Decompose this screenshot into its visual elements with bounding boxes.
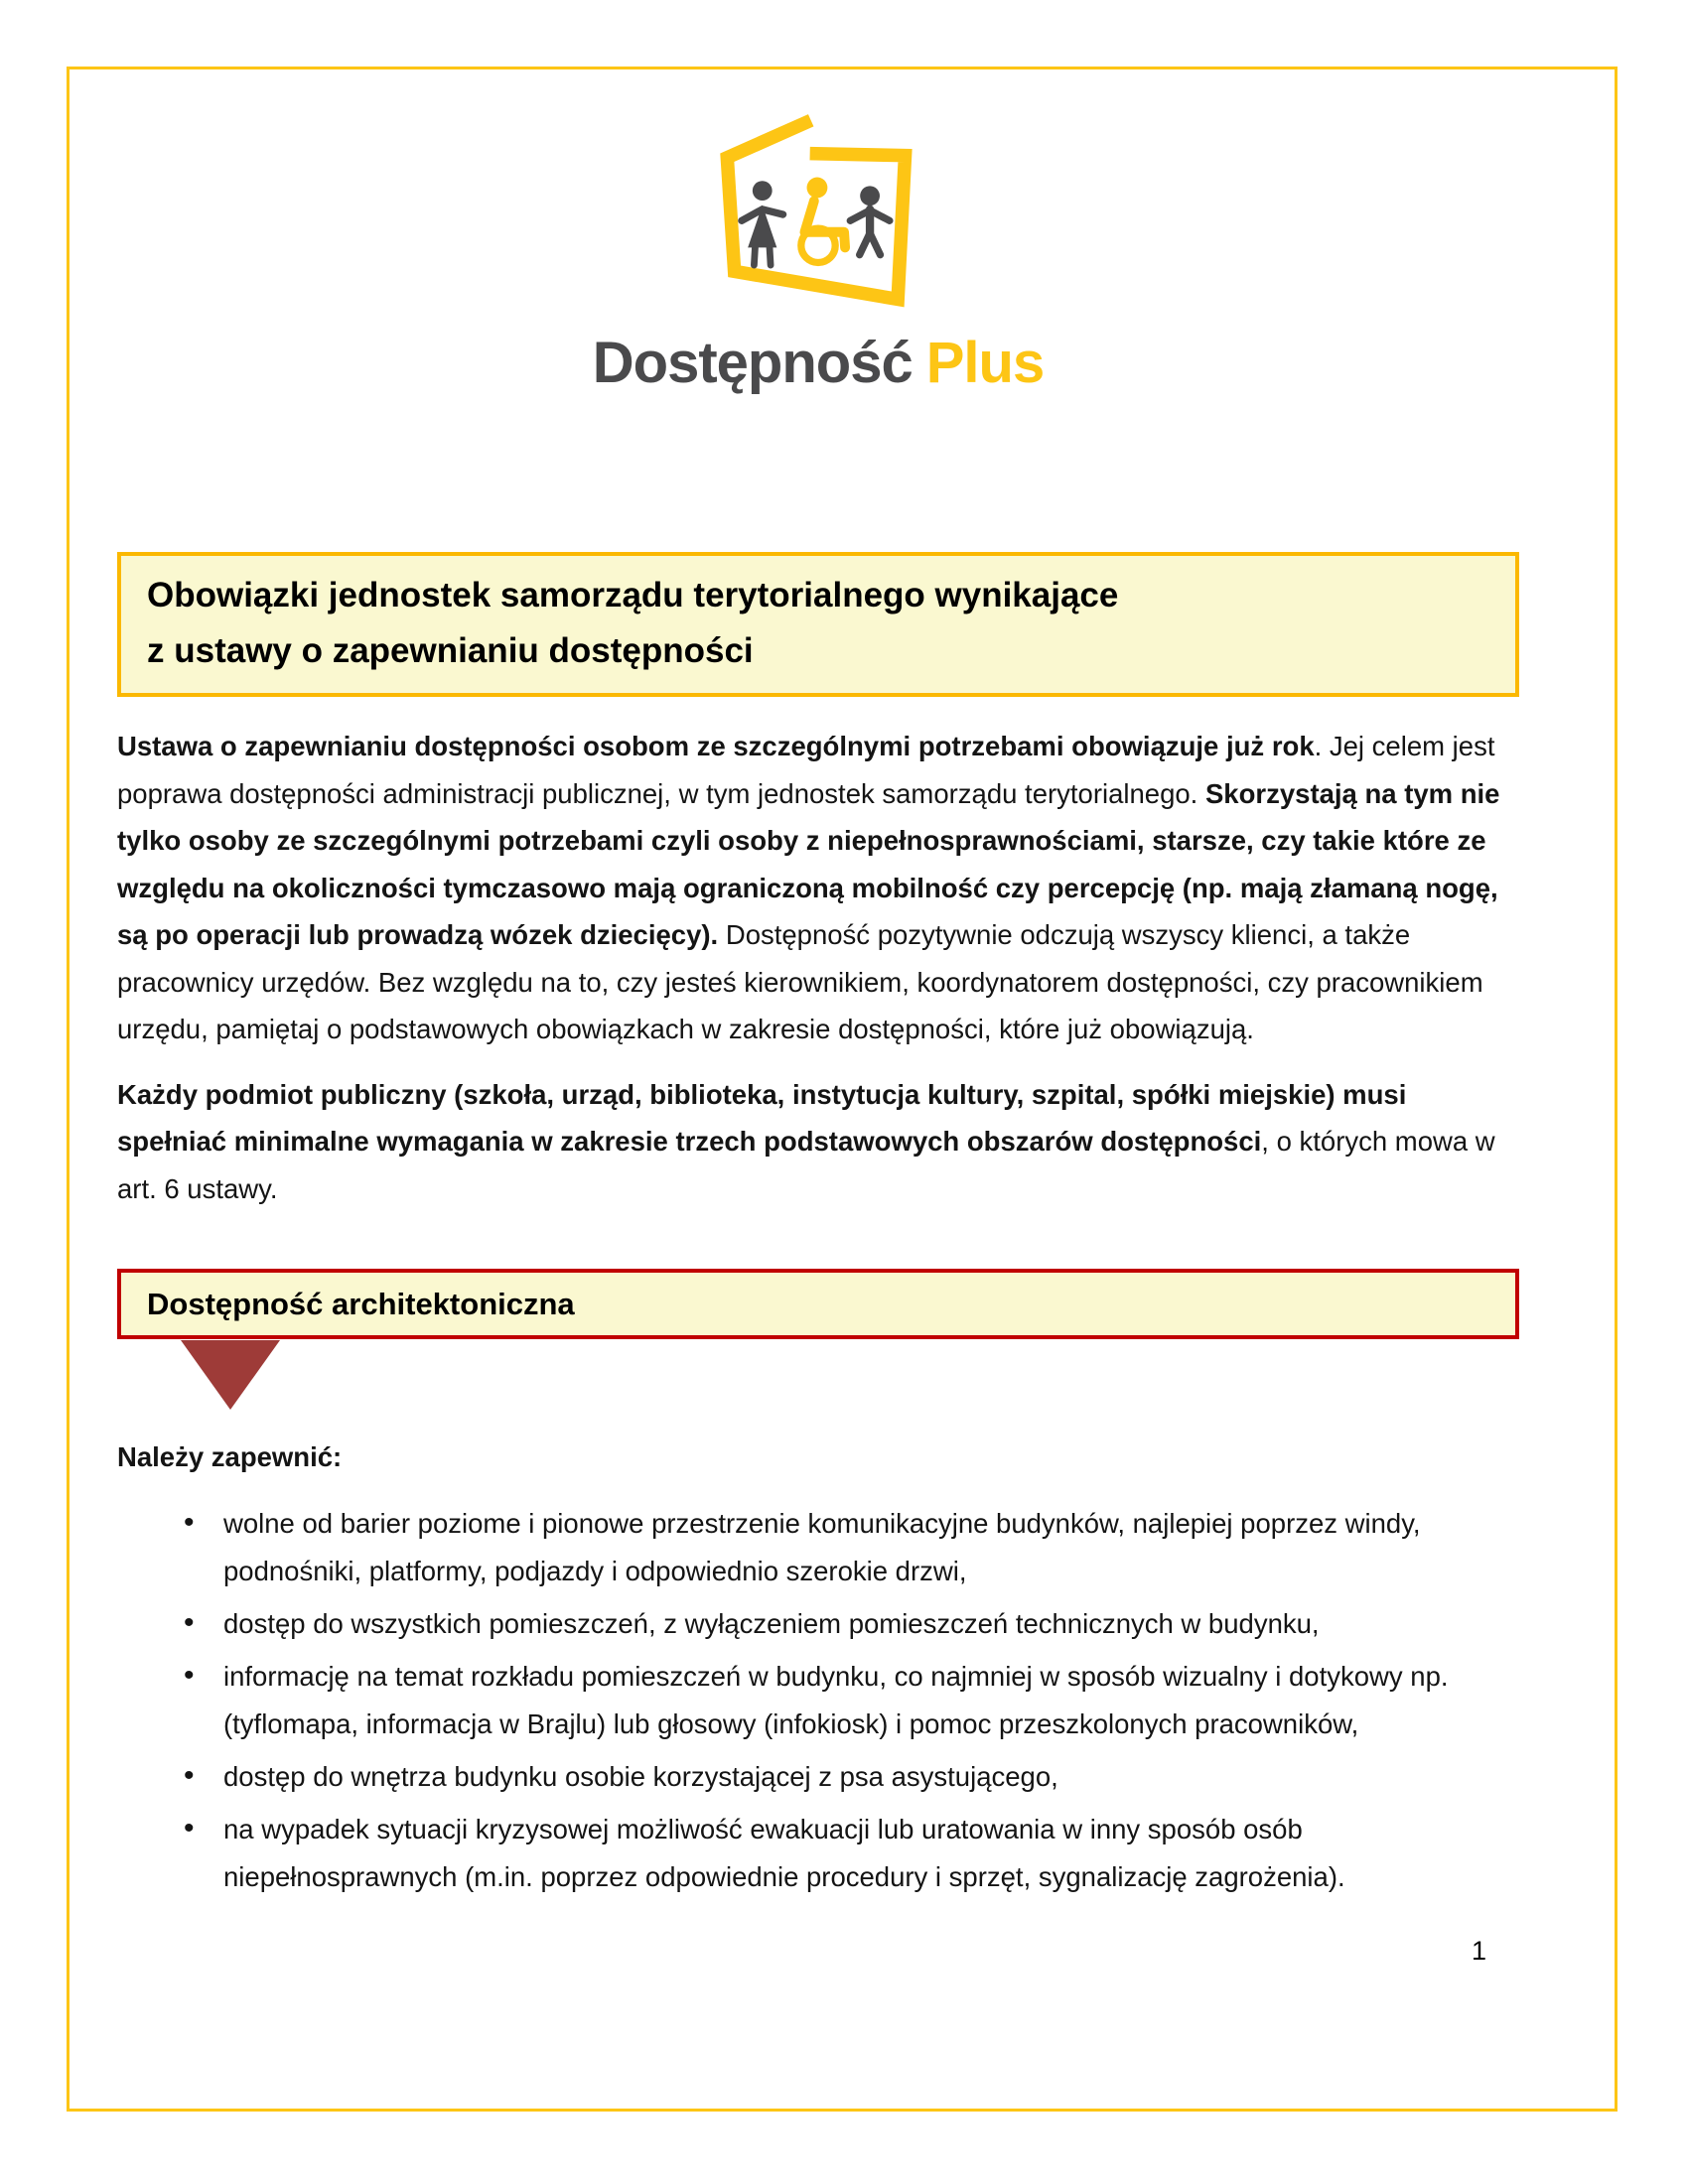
logo-wheelchair-figure (801, 178, 845, 263)
page-title-line-1: Obowiązki jednostek samorządu terytorialnego wynikające (147, 576, 1119, 614)
logo-girl-figure (742, 181, 783, 265)
logo-wordmark-plus: Plus (925, 331, 1045, 395)
page-content (117, 67, 1519, 1906)
paragraph-intro: Ustawa o zapewnianiu dostępności osobom ze szczególnymi potrzebami obowiązuje już rok. Jej celem jest poprawa dostępności administracji publicznej, w tym jednostek samorządu terytorialnego. Skorzystają na tym nie tylko osoby ze szczególnymi potrzebami czyli osoby z niepełnosprawnościami, starsze, czy takie które ze względu na okoliczności tymczasowo mają ograniczoną mobilność czy percepcję (np. mają złamaną nogę, są po operacji lub prowadzą wózek dziecięcy). Dostępność pozytywnie odczują wszyscy klienci, a także pracownicy urzędów. Bez względu na to, czy jesteś kierownikiem, koordynatorem dostępności, czy pracownikiem urzędu, pamiętaj o podstawowych obowiązkach w zakresie dostępności, które już obowiązują. (117, 731, 1500, 1044)
section-arrow-icon (181, 1340, 280, 1410)
list-intro: Należy zapewnić: (117, 1441, 343, 1472)
list-item: • dostęp do wszystkich pomieszczeń, z wyłączeniem pomieszczeń technicznych w budynku, (184, 1600, 1519, 1648)
logo (117, 67, 1519, 395)
section-header-box (117, 1269, 1519, 1339)
requirements-list (117, 1500, 1519, 1901)
dostepnosc-plus-logo-icon (720, 114, 916, 313)
paragraph-minimum-requirements: Każdy podmiot publiczny (szkoła, urząd, biblioteka, instytucja kultury, szpital, spółki miejskie) musi spełniać minimalne wymagania w zakresie trzech podstawowych obszarów dostępności, o których mowa w art. 6 ustawy. (117, 1078, 1495, 1204)
title-box (117, 552, 1519, 697)
page-number: 1 (1472, 1936, 1487, 1966)
section-title: Dostępność architektoniczna (147, 1287, 575, 1321)
list-item: • informację na temat rozkładu pomieszczeń w budynku, co najmniej w sposób wizualny i dotykowy np. (tyflomapa, informacja w Brajlu) lub głosowy (infokiosk) i pomoc przeszkolonych pracowników, (184, 1653, 1519, 1748)
list-item: • wolne od barier poziome i pionowe przestrzenie komunikacyjne budynków, najlepiej poprzez windy, podnośniki, platformy, podjazdy i odpowiednio szerokie drzwi, (184, 1500, 1519, 1595)
logo-boy-figure (850, 186, 890, 254)
page-title-line-2: z ustawy o zapewnianiu dostępności (147, 631, 754, 670)
list-item: • na wypadek sytuacji kryzysowej możliwość ewakuacji lub uratowania w inny sposób osób niepełnosprawnych (m.in. poprzez odpowiednie procedury i sprzęt, sygnalizację zagrożenia). (184, 1806, 1519, 1901)
logo-wordmark-dostepnosc: Dostępność (592, 331, 913, 395)
list-item: • dostęp do wnętrza budynku osobie korzystającej z psa asystującego, (184, 1753, 1519, 1801)
logo-wordmark (117, 332, 1519, 395)
